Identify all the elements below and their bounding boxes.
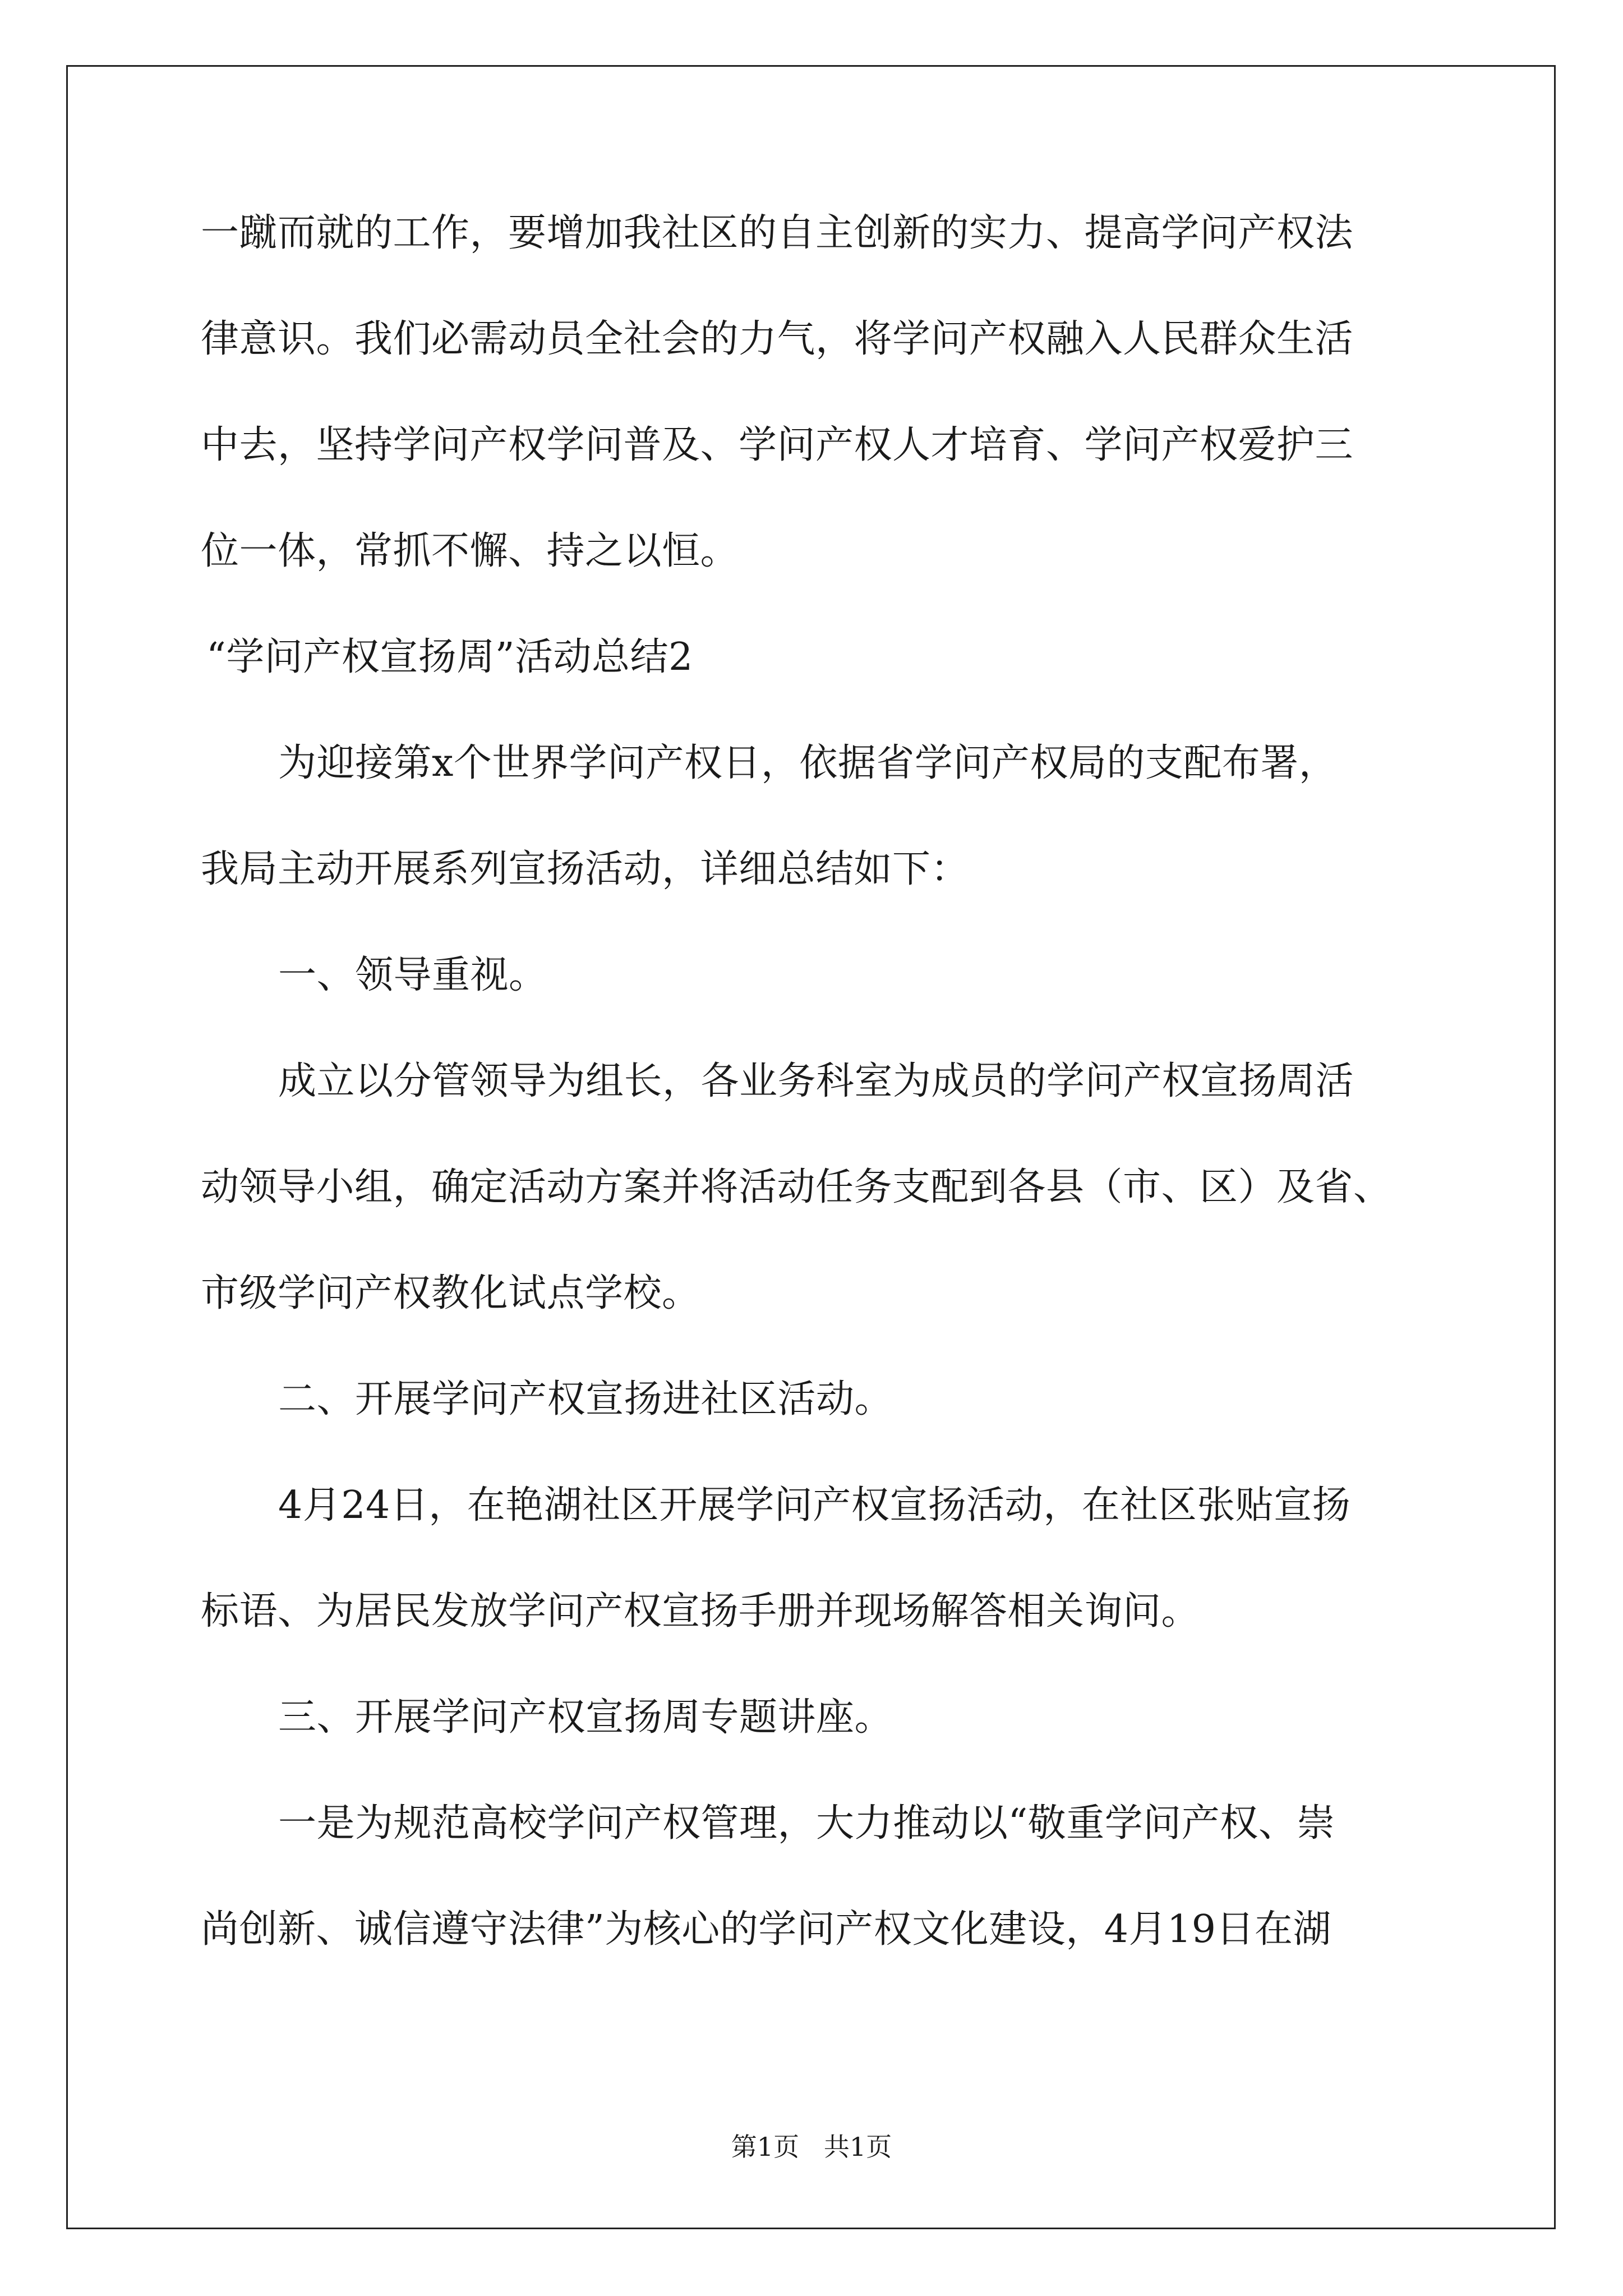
page-footer: 第1页 共1页 <box>731 2132 892 2162</box>
paragraph-line: 成立以分管领导为组长，各业务科室为成员的学问产权宣扬周活 <box>278 1059 1354 1103</box>
paragraph-line: 位一体，常抓不懈、持之以恒。 <box>201 529 739 573</box>
paragraph-line: 律意识。我们必需动员全社会的力气，将学问产权融入人民群众生活 <box>201 317 1354 361</box>
section-heading: 一、领导重视。 <box>278 953 547 997</box>
paragraph-line: 中去，坚持学问产权学问普及、学问产权人才培育、学问产权爱护三 <box>201 423 1354 467</box>
paragraph-line: 为迎接第x个世界学问产权日，依据省学问产权局的支配布署， <box>278 741 1338 785</box>
paragraph-line: 一是为规范高校学问产权管理，大力推动以“敬重学问产权、崇 <box>278 1801 1335 1846</box>
paragraph-line: 尚创新、诚信遵守法律”为核心的学问产权文化建设，4月19日在湖 <box>201 1907 1332 1952</box>
paragraph-line: 标语、为居民发放学问产权宣扬手册并现场解答相关询问。 <box>201 1589 1200 1634</box>
paragraph-line: 一蹴而就的工作，要增加我社区的自主创新的实力、提高学问产权法 <box>201 211 1354 255</box>
paragraph-line: 动领导小组，确定活动方案并将活动任务支配到各县（市、区）及省、 <box>201 1165 1392 1209</box>
paragraph-line: 市级学问产权教化试点学校。 <box>201 1271 700 1315</box>
section-title: “学问产权宣扬周”活动总结2 <box>206 635 693 679</box>
document-body <box>201 213 1455 2016</box>
section-heading: 二、开展学问产权宣扬进社区活动。 <box>278 1377 893 1421</box>
paragraph-line: 4月24日，在艳湖社区开展学问产权宣扬活动，在社区张贴宣扬 <box>278 1483 1351 1527</box>
paragraph-line: 我局主动开展系列宣扬活动，详细总结如下： <box>201 847 970 891</box>
section-heading: 三、开展学问产权宣扬周专题讲座。 <box>278 1695 893 1740</box>
